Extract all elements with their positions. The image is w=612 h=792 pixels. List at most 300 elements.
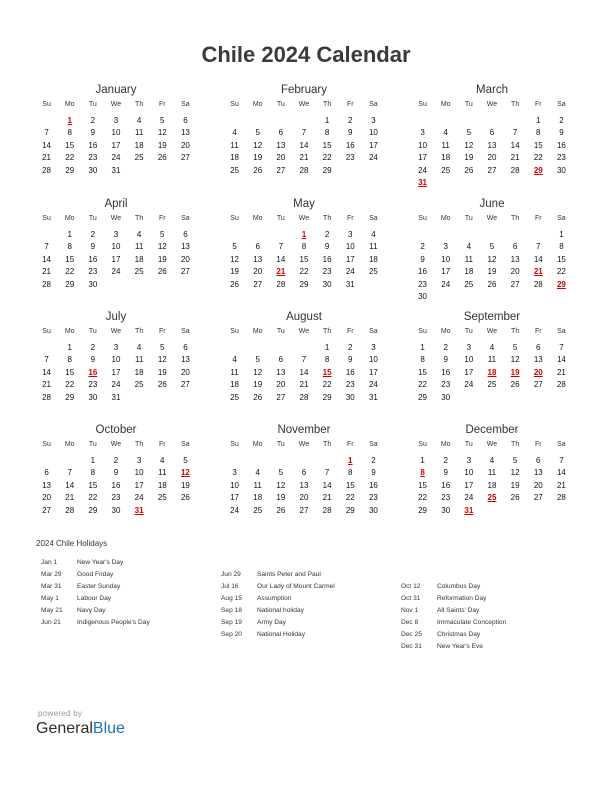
day-cell: 18 xyxy=(441,153,451,162)
day-cell: 11 xyxy=(441,140,450,150)
weekday-label: Tu xyxy=(276,215,285,222)
day-cell: 9 xyxy=(420,254,425,264)
day-cell: 1 xyxy=(67,342,72,352)
holiday-date: Jan 1 xyxy=(41,559,58,566)
day-cell: 1 xyxy=(559,229,564,239)
day-cell: 26 xyxy=(253,392,263,402)
holiday-name: National Holiday xyxy=(257,631,306,638)
day-cell: 27 xyxy=(487,165,497,175)
day-cell: 18 xyxy=(134,367,144,377)
day-cell: 15 xyxy=(65,367,75,377)
day-cell: 15 xyxy=(533,140,543,150)
day-cell: 28 xyxy=(510,165,520,175)
week-row xyxy=(223,367,385,380)
holiday-entry xyxy=(401,629,506,641)
holiday-day-cell: 1 xyxy=(67,115,72,125)
week-row xyxy=(223,165,385,178)
holiday-entry xyxy=(221,569,335,581)
day-cell: 14 xyxy=(556,355,566,364)
day-cell: 29 xyxy=(345,505,355,515)
day-cell xyxy=(128,392,151,405)
month-april xyxy=(35,197,197,291)
day-cell: 12 xyxy=(157,355,167,364)
day-cell: 20 xyxy=(299,493,309,502)
day-cell: 4 xyxy=(255,468,260,477)
weekday-label: Fr xyxy=(534,101,542,108)
weekday-header xyxy=(223,99,385,112)
day-cell: 7 xyxy=(301,128,307,137)
day-cell: 7 xyxy=(301,355,307,364)
month-september xyxy=(411,310,573,404)
holiday-column xyxy=(221,569,335,641)
day-cell: 3 xyxy=(466,455,472,465)
day-cell: 11 xyxy=(230,140,239,150)
day-cell: 19 xyxy=(157,254,167,264)
holiday-day-cell: 19 xyxy=(510,367,520,377)
holiday-date: Nov 1 xyxy=(401,607,419,614)
day-cell: 22 xyxy=(556,267,566,276)
holiday-entry xyxy=(401,593,506,605)
day-cell: 8 xyxy=(324,128,330,137)
weekday-label: Tu xyxy=(88,215,97,222)
day-cell: 25 xyxy=(253,505,263,515)
day-cell: 7 xyxy=(44,242,49,251)
day-cell: 15 xyxy=(418,480,428,490)
month-name: April xyxy=(104,198,128,210)
month-name: September xyxy=(463,311,521,323)
holiday-name: Columbus Day xyxy=(437,583,481,590)
day-cell: 20 xyxy=(276,380,286,389)
day-cell: 9 xyxy=(443,468,448,477)
day-cell: 28 xyxy=(276,279,286,289)
day-cell xyxy=(480,291,503,304)
week-row xyxy=(223,266,385,279)
holiday-date: Jul 16 xyxy=(221,583,239,590)
day-cell: 21 xyxy=(556,367,566,377)
month-november xyxy=(223,423,385,517)
day-cell: 13 xyxy=(253,254,263,264)
holidays-heading: 2024 Chile Holidays xyxy=(36,539,108,548)
month-name: December xyxy=(465,424,519,436)
day-cell: 26 xyxy=(253,165,263,175)
day-cell: 1 xyxy=(324,115,330,125)
weekday-label: We xyxy=(486,215,498,222)
day-cell: 31 xyxy=(345,279,355,289)
holiday-day-cell: 31 xyxy=(134,505,144,515)
day-cell: 8 xyxy=(559,242,564,251)
holiday-entry xyxy=(221,581,335,593)
day-cell: 14 xyxy=(533,254,543,264)
day-cell: 22 xyxy=(88,493,98,502)
day-cell: 7 xyxy=(324,468,330,477)
day-cell: 5 xyxy=(466,128,472,137)
week-row xyxy=(35,140,197,153)
day-cell: 30 xyxy=(556,165,566,175)
holiday-entry xyxy=(401,617,506,629)
day-cell: 23 xyxy=(345,153,355,162)
day-cell: 14 xyxy=(65,480,75,490)
day-cell: 16 xyxy=(368,480,378,490)
day-cell: 6 xyxy=(278,355,284,364)
day-cell: 25 xyxy=(134,380,144,389)
week-row xyxy=(411,392,573,405)
day-cell: 5 xyxy=(232,242,237,251)
day-cell xyxy=(504,177,527,190)
day-cell: 22 xyxy=(418,380,428,389)
weekday-label: We xyxy=(110,328,122,335)
weekday-label: Fr xyxy=(158,215,166,222)
day-cell: 8 xyxy=(90,468,96,477)
weekday-label: Mo xyxy=(252,101,263,108)
weekday-label: Tu xyxy=(276,101,285,108)
day-cell: 5 xyxy=(278,468,284,477)
day-cell: 18 xyxy=(134,140,144,150)
weekday-label: Fr xyxy=(534,215,542,222)
holiday-entry xyxy=(41,617,150,629)
week-row xyxy=(35,279,197,292)
day-cell: 2 xyxy=(559,115,564,125)
day-cell xyxy=(269,229,292,242)
weekday-label: We xyxy=(298,441,310,448)
day-cell: 7 xyxy=(278,242,284,251)
day-cell: 17 xyxy=(464,367,474,377)
week-row xyxy=(411,505,573,518)
holiday-day-cell: 12 xyxy=(180,468,190,477)
day-cell: 26 xyxy=(464,165,474,175)
page-title: Chile 2024 Calendar xyxy=(201,42,411,67)
day-cell xyxy=(480,229,503,242)
day-cell: 10 xyxy=(111,355,121,364)
day-cell: 14 xyxy=(322,480,332,490)
day-cell: 8 xyxy=(348,468,353,477)
day-cell: 26 xyxy=(157,153,167,162)
day-cell: 22 xyxy=(322,380,332,389)
day-cell: 18 xyxy=(230,380,240,389)
week-row xyxy=(35,354,197,367)
day-cell: 23 xyxy=(88,380,98,389)
day-cell xyxy=(174,392,197,405)
day-cell: 11 xyxy=(253,480,262,490)
holiday-column xyxy=(401,581,506,653)
day-cell: 28 xyxy=(556,380,566,389)
week-row xyxy=(35,266,197,279)
day-cell: 18 xyxy=(368,254,378,264)
day-cell: 22 xyxy=(65,153,75,162)
day-cell: 27 xyxy=(180,380,190,389)
week-row xyxy=(223,480,385,493)
day-cell: 28 xyxy=(556,493,566,502)
holiday-date: Sep 18 xyxy=(221,607,242,614)
weekday-label: Mo xyxy=(440,441,451,448)
holiday-entry xyxy=(221,629,335,641)
weekday-label: Fr xyxy=(346,328,354,335)
holiday-entry xyxy=(41,557,150,569)
day-cell: 7 xyxy=(559,455,564,465)
day-cell: 2 xyxy=(90,342,96,352)
day-cell xyxy=(457,177,480,190)
day-cell: 14 xyxy=(42,367,52,377)
day-cell: 3 xyxy=(113,115,119,125)
day-cell: 15 xyxy=(322,140,332,150)
day-cell xyxy=(174,279,197,292)
month-june xyxy=(411,197,573,304)
day-cell: 16 xyxy=(345,367,355,377)
day-cell: 6 xyxy=(183,342,188,352)
weekday-label: Sa xyxy=(181,101,190,108)
holiday-date: Sep 20 xyxy=(221,631,242,638)
day-cell xyxy=(411,229,434,242)
weekday-label: Sa xyxy=(369,101,378,108)
day-cell: 24 xyxy=(134,493,144,502)
day-cell: 28 xyxy=(533,279,543,289)
holiday-entry xyxy=(221,593,335,605)
weekday-label: Fr xyxy=(158,101,166,108)
day-cell: 19 xyxy=(157,367,167,377)
day-cell: 4 xyxy=(160,455,165,465)
day-cell xyxy=(151,279,174,292)
day-cell: 11 xyxy=(487,355,497,364)
day-cell: 15 xyxy=(88,480,98,490)
weekday-label: Sa xyxy=(557,101,566,108)
week-row xyxy=(411,279,573,292)
day-cell: 19 xyxy=(253,153,263,162)
holiday-day-cell: 8 xyxy=(420,468,425,477)
day-cell: 28 xyxy=(65,505,75,515)
day-cell: 25 xyxy=(157,493,167,502)
day-cell: 30 xyxy=(368,505,378,515)
holiday-day-cell: 21 xyxy=(276,267,286,276)
generalblue-logo[interactable] xyxy=(36,720,125,738)
weekday-label: Mo xyxy=(252,441,263,448)
day-cell xyxy=(339,165,362,178)
day-cell xyxy=(434,229,457,242)
day-cell xyxy=(504,505,527,518)
holiday-name: Indigenous People's Day xyxy=(77,619,150,626)
week-row xyxy=(35,152,197,165)
day-cell: 11 xyxy=(158,468,167,477)
day-cell: 24 xyxy=(111,153,121,162)
day-cell: 16 xyxy=(88,140,98,150)
day-cell xyxy=(527,229,550,242)
day-cell xyxy=(104,279,127,292)
week-row xyxy=(223,455,385,468)
weekday-label: Tu xyxy=(464,328,473,335)
weekday-label: Sa xyxy=(181,215,190,222)
day-cell: 4 xyxy=(136,342,142,352)
day-cell: 1 xyxy=(420,455,425,465)
day-cell: 7 xyxy=(536,242,541,251)
day-cell: 18 xyxy=(253,493,263,502)
day-cell: 20 xyxy=(180,367,190,377)
weekday-label: We xyxy=(486,101,498,108)
day-cell: 19 xyxy=(180,480,190,490)
weekday-header xyxy=(223,439,385,452)
week-row xyxy=(411,254,573,267)
day-cell: 12 xyxy=(510,468,520,477)
week-row xyxy=(35,254,197,267)
day-cell: 21 xyxy=(65,493,75,502)
day-cell xyxy=(457,229,480,242)
day-cell: 28 xyxy=(299,392,309,402)
day-cell: 2 xyxy=(348,342,353,352)
day-cell: 23 xyxy=(88,153,98,162)
weekday-label: Tu xyxy=(464,215,473,222)
day-cell: 12 xyxy=(157,128,167,137)
weekday-label: We xyxy=(298,328,310,335)
week-row xyxy=(223,115,385,128)
day-cell: 3 xyxy=(420,128,425,137)
weekday-label: Fr xyxy=(346,441,354,448)
day-cell: 29 xyxy=(418,505,428,515)
day-cell: 5 xyxy=(183,455,188,465)
day-cell: 4 xyxy=(371,229,376,239)
day-cell: 27 xyxy=(276,392,286,402)
day-cell xyxy=(480,115,503,128)
week-row xyxy=(411,455,573,468)
day-cell: 8 xyxy=(67,242,72,251)
day-cell: 25 xyxy=(368,267,378,276)
day-cell: 8 xyxy=(324,355,330,364)
day-cell: 25 xyxy=(134,267,144,276)
day-cell: 20 xyxy=(533,480,543,490)
holiday-entry xyxy=(41,605,150,617)
day-cell xyxy=(457,291,480,304)
day-cell xyxy=(527,177,550,190)
week-row xyxy=(411,165,573,178)
weekday-label: Sa xyxy=(181,328,190,335)
holiday-name: Our Lady of Mount Carmel xyxy=(257,583,335,590)
holiday-name: All Saints' Day xyxy=(437,607,480,614)
day-cell: 11 xyxy=(134,242,144,251)
day-cell: 23 xyxy=(322,267,332,276)
day-cell xyxy=(550,392,573,405)
day-cell: 10 xyxy=(134,468,144,477)
weekday-header xyxy=(411,213,573,226)
month-october xyxy=(35,423,197,517)
day-cell: 22 xyxy=(533,153,543,162)
weekday-label: Fr xyxy=(346,215,354,222)
day-cell xyxy=(480,505,503,518)
day-cell: 27 xyxy=(510,279,520,289)
day-cell: 20 xyxy=(180,254,190,264)
weekday-label: Mo xyxy=(64,441,75,448)
holiday-date: Jun 29 xyxy=(221,571,241,578)
holiday-entry xyxy=(401,641,506,653)
month-january xyxy=(35,83,197,177)
day-cell: 25 xyxy=(134,153,144,162)
month-december xyxy=(411,423,573,517)
weekday-label: Su xyxy=(230,101,239,108)
day-cell: 4 xyxy=(443,128,448,137)
weekday-header xyxy=(35,213,197,226)
holiday-date: Mar 29 xyxy=(41,571,62,578)
holiday-date: Dec 31 xyxy=(401,643,422,650)
day-cell: 10 xyxy=(345,242,355,251)
day-cell: 3 xyxy=(371,115,376,125)
day-cell: 25 xyxy=(441,165,451,175)
day-cell: 2 xyxy=(420,242,425,251)
weekday-header xyxy=(35,99,197,112)
day-cell xyxy=(480,392,503,405)
day-cell: 12 xyxy=(276,480,286,490)
day-cell xyxy=(128,165,151,178)
weekday-label: Th xyxy=(135,215,144,222)
weekday-label: We xyxy=(110,101,122,108)
day-cell: 13 xyxy=(276,140,286,150)
day-cell: 29 xyxy=(88,505,98,515)
day-cell: 10 xyxy=(368,128,378,137)
weekday-label: Fr xyxy=(158,328,166,335)
day-cell: 5 xyxy=(489,242,495,251)
holiday-name: Army Day xyxy=(257,619,286,626)
weekday-label: Sa xyxy=(557,328,566,335)
day-cell: 30 xyxy=(88,165,98,175)
day-cell: 6 xyxy=(278,128,284,137)
day-cell: 4 xyxy=(489,342,495,352)
day-cell: 19 xyxy=(487,267,497,276)
day-cell: 8 xyxy=(301,242,307,251)
day-cell: 25 xyxy=(487,380,497,389)
day-cell: 13 xyxy=(487,140,497,150)
weekday-header xyxy=(223,213,385,226)
week-row xyxy=(411,291,573,304)
day-cell: 28 xyxy=(322,505,332,515)
weekday-label: Th xyxy=(511,441,520,448)
holiday-name: Labour Day xyxy=(77,595,112,602)
day-cell: 2 xyxy=(443,455,448,465)
day-cell xyxy=(151,392,174,405)
weekday-header xyxy=(35,439,197,452)
day-cell: 21 xyxy=(299,380,309,389)
day-cell: 30 xyxy=(111,505,121,515)
day-cell: 10 xyxy=(368,355,378,364)
holiday-day-cell: 29 xyxy=(533,165,543,175)
day-cell: 11 xyxy=(134,355,144,364)
day-cell xyxy=(246,455,269,468)
month-name: February xyxy=(280,84,328,96)
day-cell: 25 xyxy=(230,392,240,402)
day-cell: 7 xyxy=(559,342,564,352)
day-cell: 3 xyxy=(136,455,142,465)
day-cell: 9 xyxy=(90,242,96,251)
day-cell xyxy=(174,505,197,518)
holiday-day-cell: 31 xyxy=(464,505,474,515)
day-cell: 16 xyxy=(441,367,451,377)
weekday-header xyxy=(411,326,573,339)
day-cell xyxy=(246,342,269,355)
weekday-label: Fr xyxy=(158,441,166,448)
day-cell: 21 xyxy=(42,380,52,389)
day-cell: 12 xyxy=(510,355,520,364)
day-cell: 30 xyxy=(345,392,355,402)
day-cell: 19 xyxy=(276,493,286,502)
day-cell: 22 xyxy=(322,153,332,162)
holiday-name: New Year's Eve xyxy=(437,643,483,650)
day-cell: 24 xyxy=(464,380,474,389)
day-cell: 13 xyxy=(180,128,190,137)
holiday-name: Saints Peter and Paul xyxy=(257,571,321,578)
day-cell xyxy=(434,291,457,304)
day-cell: 11 xyxy=(487,468,497,477)
day-cell: 22 xyxy=(345,493,355,502)
day-cell: 2 xyxy=(371,455,376,465)
day-cell: 7 xyxy=(67,468,72,477)
day-cell xyxy=(316,455,339,468)
day-cell: 26 xyxy=(230,279,240,289)
day-cell: 9 xyxy=(348,355,353,364)
day-cell xyxy=(527,505,550,518)
day-cell xyxy=(223,115,246,128)
